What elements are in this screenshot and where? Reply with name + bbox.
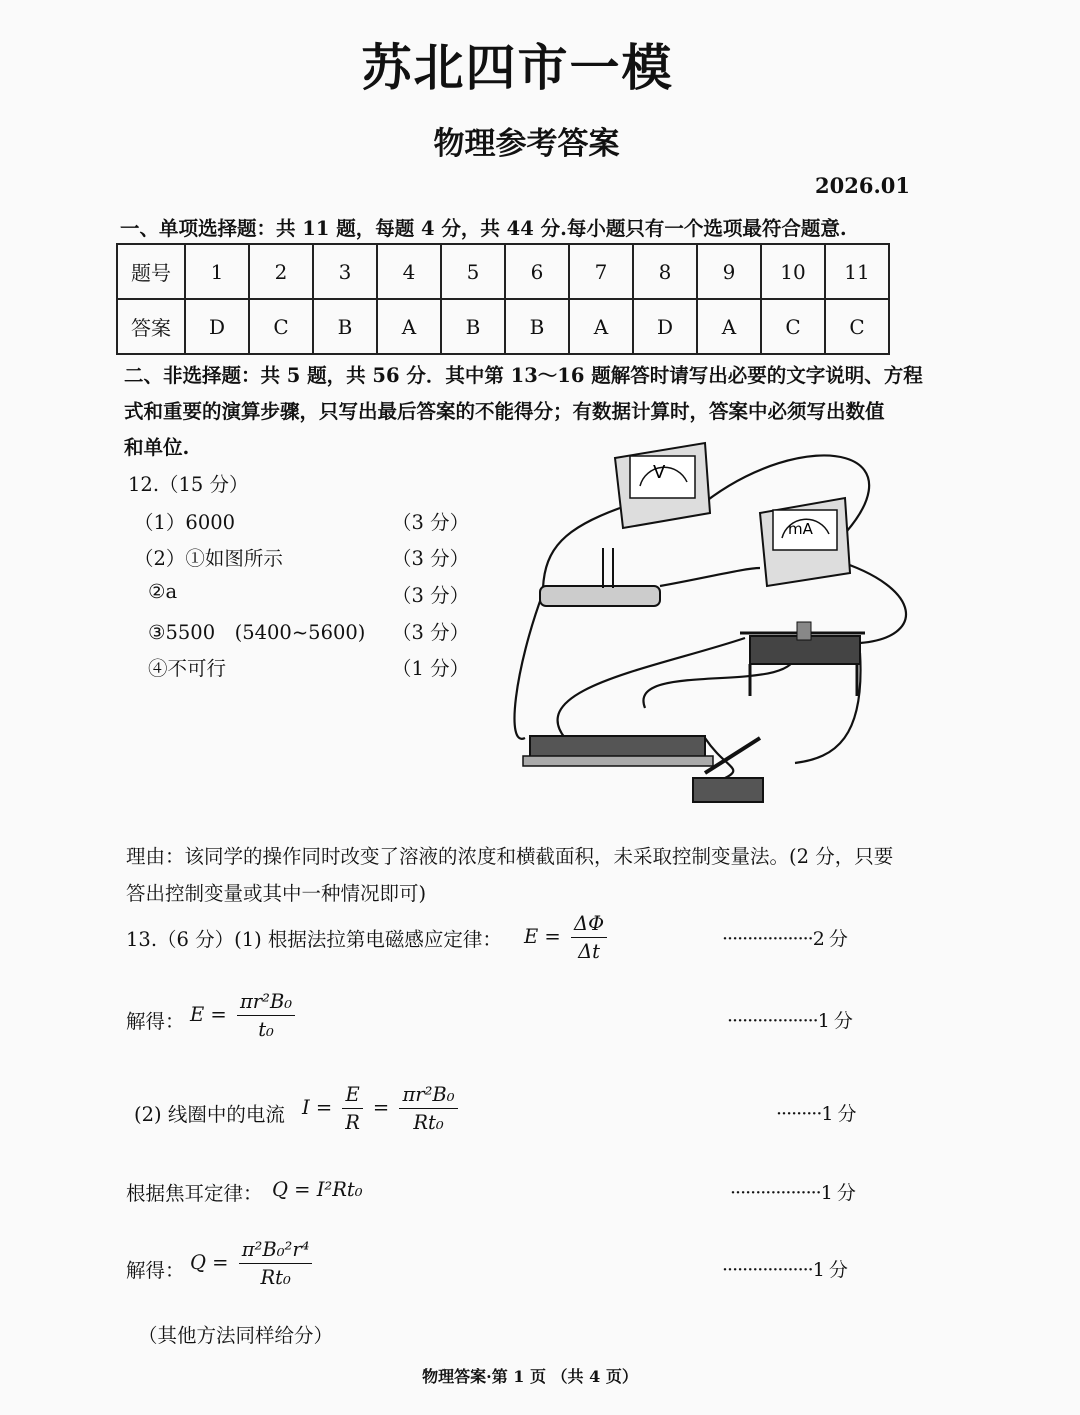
fraction-denominator: t₀: [258, 1018, 274, 1041]
table-cell: A: [697, 299, 761, 354]
table-cell: B: [441, 299, 505, 354]
fraction-denominator: Rt₀: [413, 1111, 444, 1134]
voltmeter-icon: [615, 443, 710, 528]
q13-line1-text: 13.（6 分）(1) 根据法拉第电磁感应定律：: [126, 928, 502, 951]
section2-heading-line1: 二、非选择题：共 5 题，共 56 分．其中第 13～16 题解答时请写出必要的文字说明、方程: [124, 364, 923, 387]
fraction: [571, 912, 607, 963]
q12-item-1: （1）6000: [134, 511, 236, 534]
q12-item-3: ②a: [148, 580, 178, 603]
q12-reason-line1: 理由：该同学的操作同时改变了溶液的浓度和横截面积，未采取控制变量法。(2 分，只要: [126, 845, 894, 868]
fraction: [239, 1238, 313, 1289]
table-cell: D: [185, 299, 249, 354]
q12-item-4: ③5500 (5400~5600): [148, 621, 366, 644]
q12-score-3: （3 分）: [392, 584, 470, 607]
table-row-answers: [117, 299, 889, 354]
q13-line5-equation: [190, 1238, 316, 1289]
fraction-denominator: Rt₀: [260, 1266, 291, 1289]
table-cell: B: [505, 299, 569, 354]
table-cell: 7: [569, 244, 633, 299]
q13-line5-text: 解得：: [126, 1259, 185, 1282]
document-title: 苏北四市一模: [361, 39, 674, 97]
table-row-numbers: [117, 244, 889, 299]
table-cell: 3: [313, 244, 377, 299]
table-cell: 2: [249, 244, 313, 299]
answer-table: [116, 243, 890, 355]
q13-line1-score: ··················2 分: [722, 928, 847, 950]
row-label-answer: 答案: [117, 299, 185, 354]
fraction: [342, 1083, 362, 1134]
table-cell: 11: [825, 244, 889, 299]
fraction: [399, 1083, 457, 1134]
table-cell: 1: [185, 244, 249, 299]
eq-lhs: E =: [190, 1003, 227, 1026]
q13-line4-equation: Q = I²Rt₀: [272, 1178, 363, 1201]
eq-lhs: Q =: [190, 1251, 229, 1274]
q12-item-5: ④不可行: [148, 657, 227, 680]
eq-lhs: E =: [524, 925, 561, 948]
page-footer: 物理答案·第 1 页 （共 4 页）: [422, 1367, 638, 1386]
section1-heading: 一、单项选择题：共 11 题，每题 4 分，共 44 分.每小题只有一个选项最符合题意.: [120, 217, 847, 240]
q12-title: 12.（15 分）: [128, 473, 249, 496]
q13-line3-score: ·········1 分: [776, 1103, 856, 1125]
circuit-diagram-figure: [505, 438, 925, 810]
table-cell: 9: [697, 244, 761, 299]
table-cell: A: [377, 299, 441, 354]
battery-pack-icon: [523, 736, 713, 766]
fraction-numerator: ΔΦ: [571, 912, 607, 938]
q13-line3-text: (2) 线圈中的电流: [134, 1103, 285, 1126]
fraction-numerator: πr²B₀: [399, 1083, 457, 1109]
fraction-numerator: πr²B₀: [237, 990, 295, 1016]
table-cell: A: [569, 299, 633, 354]
q13-line4-score: ··················1 分: [730, 1182, 855, 1204]
fraction-numerator: E: [342, 1083, 362, 1109]
q13-line2-score: ··················1 分: [727, 1010, 852, 1032]
q12-score-5: （1 分）: [392, 657, 470, 680]
section2-heading-line3: 和单位.: [124, 436, 190, 459]
q12-score-4: （3 分）: [392, 621, 470, 644]
table-cell: 10: [761, 244, 825, 299]
q12-score-1: （3 分）: [392, 511, 470, 534]
table-cell: 8: [633, 244, 697, 299]
eq-lhs: I =: [302, 1096, 333, 1119]
section2-heading-line2: 式和重要的演算步骤，只写出最后答案的不能得分；有数据计算时，答案中必须写出数值: [124, 400, 885, 423]
row-label-number: 题号: [117, 244, 185, 299]
q13-line1-equation: [524, 912, 611, 963]
rheostat-icon: [740, 622, 865, 696]
q13-note: （其他方法同样给分）: [138, 1324, 334, 1347]
ammeter-icon: [760, 498, 850, 586]
document-subtitle: 物理参考答案: [433, 126, 620, 162]
table-cell: C: [249, 299, 313, 354]
q13-line3-equation: I = $\frac{E}{R}$ = $\frac{\text{πr²B₀}}{\text{Rt₀}}$: [302, 1083, 462, 1134]
q13-line2-equation: [190, 990, 299, 1041]
q13-line2-text: 解得：: [126, 1010, 185, 1033]
table-cell: C: [761, 299, 825, 354]
ammeter-label: mA: [788, 520, 813, 538]
table-cell: B: [313, 299, 377, 354]
table-cell: D: [633, 299, 697, 354]
q12-score-2: （3 分）: [392, 547, 470, 570]
fraction: [237, 990, 295, 1041]
voltmeter-label: V: [653, 462, 666, 483]
document-date: 2026.01: [815, 173, 910, 198]
q13-line4-text: 根据焦耳定律：: [126, 1182, 263, 1205]
fraction-denominator: Δt: [578, 940, 600, 963]
table-cell: 6: [505, 244, 569, 299]
table-cell: C: [825, 299, 889, 354]
table-cell: 4: [377, 244, 441, 299]
q13-line5-score: ··················1 分: [722, 1259, 847, 1281]
fraction-numerator: π²B₀²r⁴: [239, 1238, 313, 1264]
trough-icon: [540, 548, 660, 606]
table-cell: 5: [441, 244, 505, 299]
fraction-denominator: R: [345, 1111, 360, 1134]
q12-item-2: （2）①如图所示: [134, 547, 283, 570]
q12-reason-line2: 答出控制变量或其中一种情况即可): [126, 882, 427, 905]
